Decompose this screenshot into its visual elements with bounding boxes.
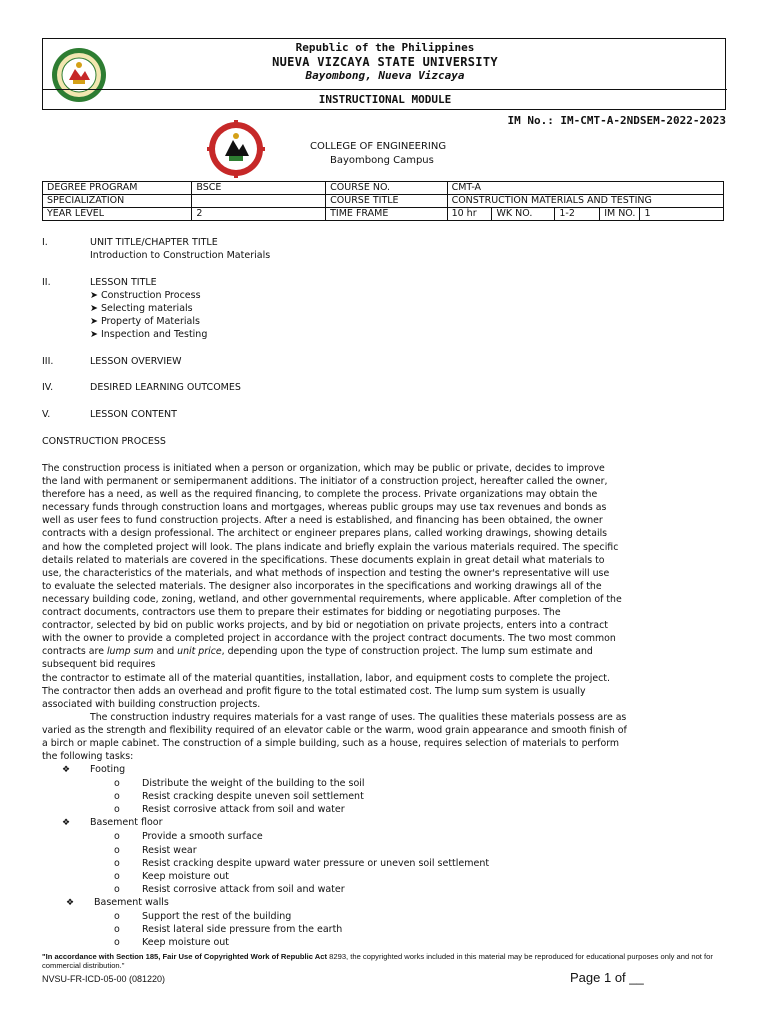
specialization-value bbox=[192, 195, 326, 208]
circle-bullet-icon: o bbox=[114, 911, 120, 923]
table-row bbox=[43, 208, 724, 221]
circle-bullet-icon: o bbox=[114, 804, 120, 816]
paragraph-line: contract documents, contractors use them to prepare their estimates for bidding or negotiating purposes. The bbox=[42, 607, 561, 619]
paragraph-line: with the owner to provide a completed project in accordance with the project contract documents. The two most common bbox=[42, 633, 616, 645]
unit-title: Introduction to Construction Materials bbox=[90, 250, 271, 261]
arrow-bullet-icon: ➤ bbox=[90, 329, 101, 340]
paragraph-line: therefore has a need, as well as the required financing, to complete the process. Private organizations may obtain the bbox=[42, 489, 598, 501]
emphasis-lump-sum: lump sum bbox=[106, 646, 154, 658]
diamond-bullet-icon: ❖ bbox=[62, 765, 71, 775]
diamond-bullet-icon: ❖ bbox=[66, 897, 75, 908]
course-title-label: COURSE TITLE bbox=[326, 195, 447, 208]
degree-value: BSCE bbox=[192, 182, 326, 195]
year-value: 2 bbox=[192, 208, 326, 221]
diamond-bullet-icon: ❖ bbox=[62, 818, 71, 829]
emphasis-unit-price: unit price bbox=[177, 646, 222, 658]
paragraph-line: necessary building code, zoning, wetland, and other governmental requirements, where applicable. After completion of the bbox=[42, 593, 622, 605]
section-title: DESIRED LEARNING OUTCOMES bbox=[90, 382, 241, 393]
header-box bbox=[42, 38, 726, 110]
paragraph-line: The construction industry requires materials for a vast range of uses. The qualities these materials possess are as bbox=[90, 712, 627, 723]
year-label: YEAR LEVEL bbox=[43, 208, 192, 221]
paragraph-line: The contractor then adds an overhead and profit figure to the total estimated cost. The lump sum system is usually bbox=[42, 685, 586, 697]
paragraph-line: the contractor to estimate all of the material quantities, installation, labor, and equipment costs to complete the project. bbox=[42, 672, 610, 684]
task-item: o Distribute the weight of the building to the soil bbox=[114, 778, 365, 790]
task-item: o Resist corrosive attack from soil and water bbox=[114, 804, 345, 816]
lesson-item: ➤ Property of Materials bbox=[90, 316, 200, 327]
table-row bbox=[43, 195, 724, 208]
section-number: III. bbox=[42, 356, 54, 367]
republic-text: Republic of the Philippines bbox=[295, 41, 475, 54]
paragraph-line: well as user fees to fund construction projects. After a need is established, and financing has been obtained, the owner bbox=[42, 515, 603, 527]
task-list bbox=[42, 763, 726, 949]
task-item: o Keep moisture out bbox=[114, 937, 230, 949]
task-item: o Resist lateral side pressure from the earth bbox=[114, 924, 343, 936]
task-group: ❖ Basement walls bbox=[42, 896, 726, 910]
content-heading: CONSTRUCTION PROCESS bbox=[42, 436, 166, 447]
time-frame-label: TIME FRAME bbox=[326, 208, 447, 221]
week-value: 1-2 bbox=[555, 208, 600, 221]
arrow-bullet-icon: ➤ bbox=[90, 303, 101, 314]
task-item: o Resist cracking despite uneven soil settlement bbox=[114, 791, 364, 803]
paragraph-construction-process bbox=[42, 462, 726, 711]
paragraph-line: contracts are lump sum and unit price, depending upon the type of construction project. The lump sum estimate and bbox=[42, 646, 593, 658]
engineering-seal-icon bbox=[205, 120, 267, 178]
circle-bullet-icon: o bbox=[114, 937, 120, 949]
task-group: ❖ Basement floor bbox=[42, 816, 726, 830]
paragraph-line: associated with building construction projects. bbox=[42, 698, 261, 710]
paragraph-line: details related to materials are covered in the specifications. These documents explain in great detail what materials to bbox=[42, 554, 605, 566]
copyright-note: "In accordance with Section 185, Fair Use of Copyrighted Work of Republic Act 8293, the copyrighted works included in this material may be reproduced for educational purposes only and not for commercial distribution." bbox=[42, 952, 713, 970]
im-no-value: 1 bbox=[640, 208, 724, 221]
paragraph-materials bbox=[42, 711, 726, 763]
task-item: o Resist wear bbox=[114, 844, 197, 856]
college-block bbox=[310, 140, 446, 168]
lesson-item: ➤ Selecting materials bbox=[90, 303, 193, 314]
paragraph-line: to evaluate the selected materials. The designer also incorporates in the specifications and working drawings all of the bbox=[42, 580, 602, 592]
circle-bullet-icon: o bbox=[114, 870, 120, 882]
header-text bbox=[43, 41, 727, 83]
course-no-label: COURSE NO. bbox=[326, 182, 447, 195]
circle-bullet-icon: o bbox=[114, 924, 120, 936]
section-title: LESSON OVERVIEW bbox=[90, 356, 182, 367]
section-title: LESSON CONTENT bbox=[90, 409, 177, 420]
circle-bullet-icon: o bbox=[114, 778, 120, 790]
college-campus: Bayombong Campus bbox=[330, 155, 434, 166]
course-title-value: CONSTRUCTION MATERIALS AND TESTING bbox=[447, 195, 723, 208]
circle-bullet-icon: o bbox=[114, 883, 120, 895]
paragraph-line: necessary funds through construction loans and mortgages, whereas public groups may use tax revenues and bonds as bbox=[42, 502, 607, 514]
task-item: o Resist cracking despite upward water pressure or uneven soil settlement bbox=[114, 857, 490, 869]
lesson-item: ➤ Inspection and Testing bbox=[90, 329, 208, 340]
im-number: IM No.: IM-CMT-A-2NDSEM-2022-2023 bbox=[507, 114, 726, 127]
section-title: LESSON TITLE bbox=[90, 277, 157, 288]
paragraph-line: the following tasks: bbox=[42, 751, 134, 763]
task-item: o Resist corrosive attack from soil and water bbox=[114, 883, 345, 895]
paragraph-line: varied as the strength and flexibility required of an elevator cable or the warm, wood grain appearance and smooth finish of bbox=[42, 725, 627, 737]
paragraph-line: The construction process is initiated when a person or organization, which may be public or private, decides to improve bbox=[42, 463, 605, 474]
arrow-bullet-icon: ➤ bbox=[90, 290, 101, 301]
page-number: Page 1 of __ bbox=[570, 970, 644, 985]
circle-bullet-icon: o bbox=[114, 857, 120, 869]
circle-bullet-icon: o bbox=[114, 844, 120, 856]
course-info-table bbox=[42, 181, 724, 221]
task-item: o Keep moisture out bbox=[114, 870, 230, 882]
degree-label: DEGREE PROGRAM bbox=[43, 182, 192, 195]
specialization-label: SPECIALIZATION bbox=[43, 195, 192, 208]
section-title: UNIT TITLE/CHAPTER TITLE bbox=[90, 237, 218, 248]
time-frame-value: 10 hr bbox=[447, 208, 492, 221]
paragraph-line: a birch or maple cabinet. The construction of a simple building, such as a house, requires selection of materials to perform bbox=[42, 738, 620, 750]
section-number: IV. bbox=[42, 382, 54, 393]
paragraph-line: and how the completed project will look. The plans indicate and briefly explain the various materials required. The specific bbox=[42, 541, 619, 553]
paragraph-line: the land with permanent or semipermanent additions. The initiator of a construction project, hereafter called the owner, bbox=[42, 476, 608, 488]
task-item: o Support the rest of the building bbox=[114, 911, 292, 923]
university-name: NUEVA VIZCAYA STATE UNIVERSITY bbox=[272, 55, 498, 69]
course-no-value: CMT-A bbox=[447, 182, 723, 195]
table-row bbox=[43, 182, 724, 195]
arrow-bullet-icon: ➤ bbox=[90, 316, 101, 327]
paragraph-line: contracts with a design professional. The architect or engineer prepares plans, called working drawings, showing details bbox=[42, 528, 608, 540]
task-group: ❖ Footing bbox=[42, 763, 726, 777]
circle-bullet-icon: o bbox=[114, 831, 120, 843]
university-location: Bayombong, Nueva Vizcaya bbox=[305, 69, 465, 82]
paragraph-line: contractor, selected by bid on public works projects, and by bid or negotiation on private projects, enters into a contract bbox=[42, 620, 608, 632]
task-item: o Provide a smooth surface bbox=[114, 831, 263, 843]
circle-bullet-icon: o bbox=[114, 791, 120, 803]
section-number: V. bbox=[42, 409, 51, 420]
lesson-item: ➤ Construction Process bbox=[90, 290, 201, 301]
im-no-label: IM NO. bbox=[600, 208, 640, 221]
form-code: NVSU-FR-ICD-05-00 (081220) bbox=[42, 974, 166, 984]
section-number: I. bbox=[42, 237, 48, 248]
module-title: INSTRUCTIONAL MODULE bbox=[43, 89, 727, 111]
college-name: COLLEGE OF ENGINEERING bbox=[310, 141, 447, 152]
paragraph-line: subsequent bid requires bbox=[42, 659, 156, 671]
paragraph-line: use, the characteristics of the materials, and what methods of inspection and testing the owner's representative will use bbox=[42, 567, 610, 579]
section-number: II. bbox=[42, 277, 51, 288]
week-label: WK NO. bbox=[492, 208, 555, 221]
